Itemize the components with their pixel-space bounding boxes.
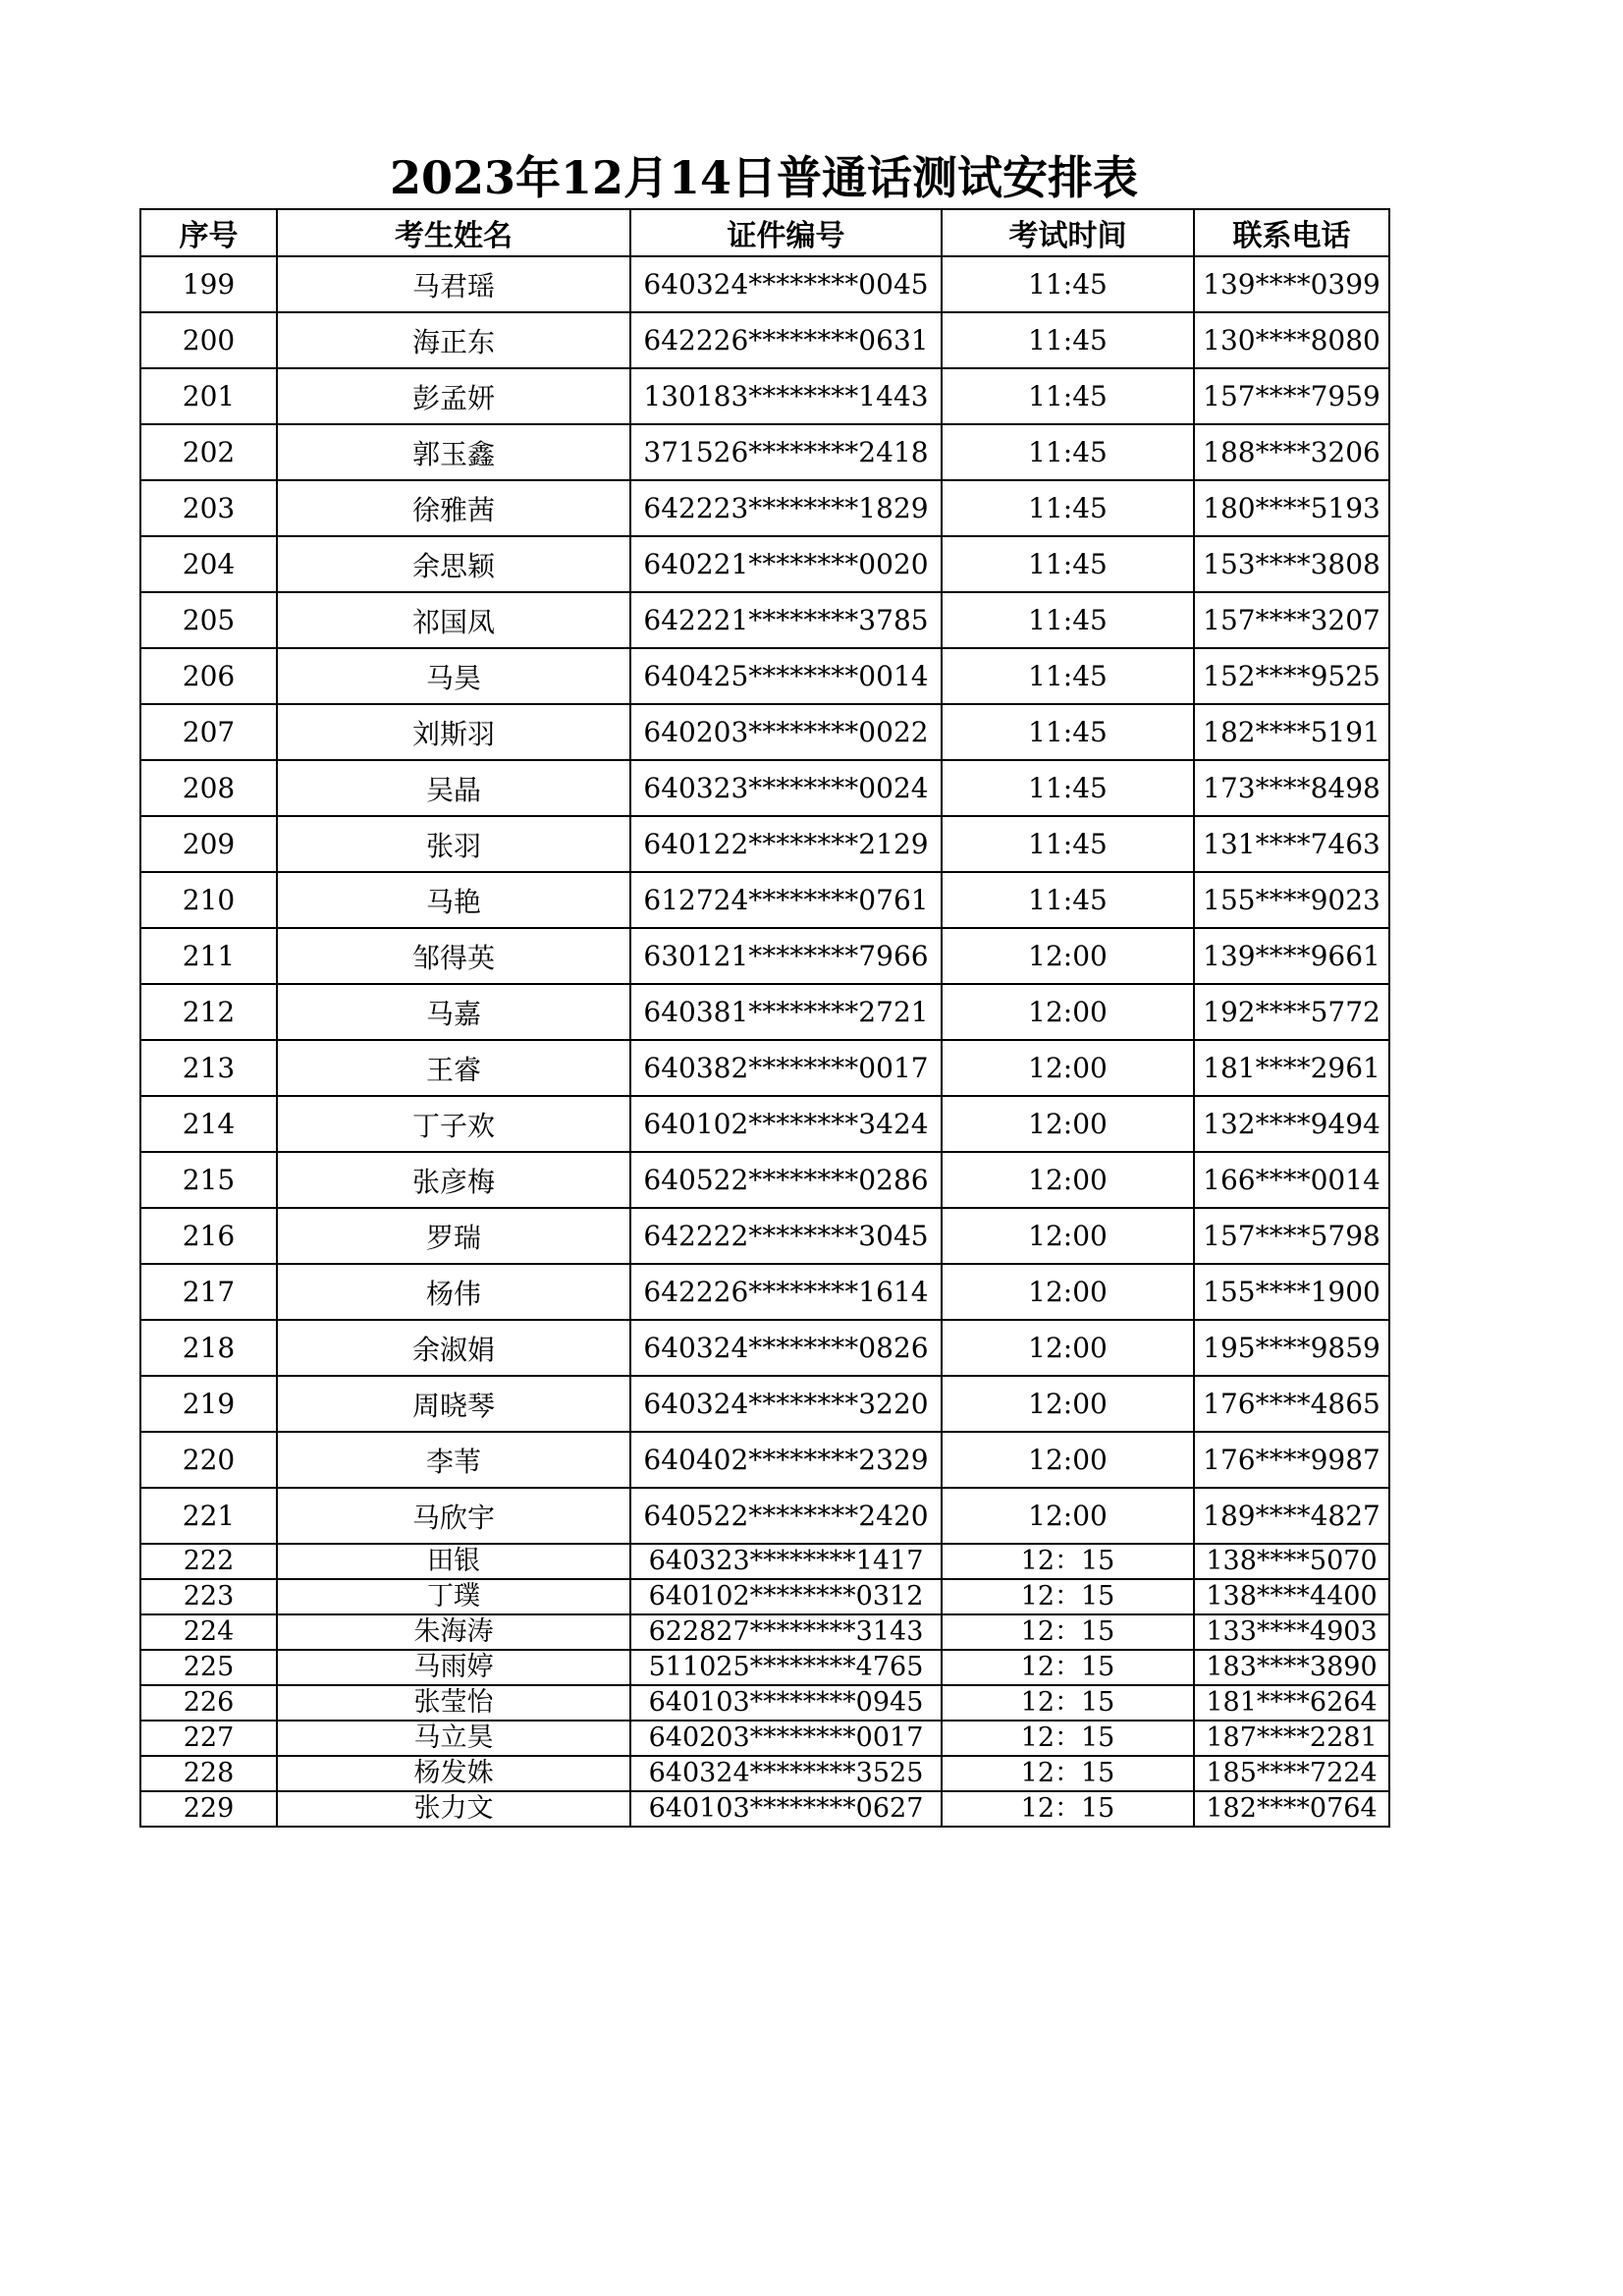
cell-exam-time: 11:45 xyxy=(942,424,1194,480)
cell-serial-number: 200 xyxy=(140,312,277,368)
table-row xyxy=(140,536,1389,592)
table-row xyxy=(140,1721,1389,1756)
cell-exam-time: 12:00 xyxy=(942,1208,1194,1264)
cell-phone: 182****5191 xyxy=(1194,704,1389,760)
cell-id-number: 640323********0024 xyxy=(630,760,942,816)
cell-candidate-name: 周晓琴 xyxy=(277,1376,630,1432)
cell-id-number: 640102********3424 xyxy=(630,1096,942,1152)
cell-exam-time: 12：15 xyxy=(942,1791,1194,1827)
cell-id-number: 642221********3785 xyxy=(630,592,942,648)
cell-serial-number: 225 xyxy=(140,1650,277,1685)
cell-serial-number: 223 xyxy=(140,1579,277,1614)
cell-candidate-name: 余思颖 xyxy=(277,536,630,592)
cell-serial-number: 224 xyxy=(140,1614,277,1650)
cell-phone: 176****9987 xyxy=(1194,1432,1389,1488)
cell-candidate-name: 吴晶 xyxy=(277,760,630,816)
cell-exam-time: 11:45 xyxy=(942,480,1194,536)
cell-phone: 181****6264 xyxy=(1194,1685,1389,1721)
cell-phone: 133****4903 xyxy=(1194,1614,1389,1650)
cell-candidate-name: 田银 xyxy=(277,1544,630,1579)
cell-phone: 188****3206 xyxy=(1194,424,1389,480)
cell-id-number: 640382********0017 xyxy=(630,1040,942,1096)
cell-id-number: 371526********2418 xyxy=(630,424,942,480)
table-row xyxy=(140,1432,1389,1488)
header-exam-time: 考试时间 xyxy=(942,209,1194,256)
cell-id-number: 640122********2129 xyxy=(630,816,942,872)
table-row xyxy=(140,1096,1389,1152)
cell-exam-time: 12:00 xyxy=(942,1432,1194,1488)
cell-serial-number: 228 xyxy=(140,1756,277,1791)
cell-serial-number: 226 xyxy=(140,1685,277,1721)
table-row xyxy=(140,648,1389,704)
cell-phone: 139****0399 xyxy=(1194,256,1389,312)
cell-phone: 189****4827 xyxy=(1194,1488,1389,1544)
cell-exam-time: 12:00 xyxy=(942,1096,1194,1152)
cell-exam-time: 11:45 xyxy=(942,704,1194,760)
table-row xyxy=(140,312,1389,368)
cell-serial-number: 217 xyxy=(140,1264,277,1320)
cell-serial-number: 216 xyxy=(140,1208,277,1264)
cell-candidate-name: 马欣宇 xyxy=(277,1488,630,1544)
table-row xyxy=(140,704,1389,760)
cell-phone: 139****9661 xyxy=(1194,928,1389,984)
table-row xyxy=(140,368,1389,424)
cell-id-number: 642226********0631 xyxy=(630,312,942,368)
cell-id-number: 511025********4765 xyxy=(630,1650,942,1685)
table-body xyxy=(140,256,1389,1827)
table-header-row xyxy=(140,209,1389,256)
cell-id-number: 640323********1417 xyxy=(630,1544,942,1579)
cell-serial-number: 219 xyxy=(140,1376,277,1432)
cell-serial-number: 220 xyxy=(140,1432,277,1488)
cell-phone: 183****3890 xyxy=(1194,1650,1389,1685)
table-row xyxy=(140,1264,1389,1320)
table-row xyxy=(140,816,1389,872)
table-row xyxy=(140,1650,1389,1685)
cell-phone: 166****0014 xyxy=(1194,1152,1389,1208)
cell-candidate-name: 余淑娟 xyxy=(277,1320,630,1376)
cell-exam-time: 12:00 xyxy=(942,928,1194,984)
table-row xyxy=(140,1685,1389,1721)
cell-id-number: 640522********2420 xyxy=(630,1488,942,1544)
cell-candidate-name: 张羽 xyxy=(277,816,630,872)
table-row xyxy=(140,928,1389,984)
cell-serial-number: 229 xyxy=(140,1791,277,1827)
cell-exam-time: 12:00 xyxy=(942,1152,1194,1208)
cell-exam-time: 12：15 xyxy=(942,1579,1194,1614)
cell-phone: 185****7224 xyxy=(1194,1756,1389,1791)
cell-candidate-name: 朱海涛 xyxy=(277,1614,630,1650)
table-row xyxy=(140,1040,1389,1096)
table-row xyxy=(140,1614,1389,1650)
cell-candidate-name: 郭玉鑫 xyxy=(277,424,630,480)
cell-phone: 157****7959 xyxy=(1194,368,1389,424)
cell-phone: 173****8498 xyxy=(1194,760,1389,816)
cell-phone: 138****5070 xyxy=(1194,1544,1389,1579)
cell-id-number: 642222********3045 xyxy=(630,1208,942,1264)
cell-exam-time: 11:45 xyxy=(942,760,1194,816)
cell-candidate-name: 马艳 xyxy=(277,872,630,928)
cell-serial-number: 199 xyxy=(140,256,277,312)
cell-phone: 155****9023 xyxy=(1194,872,1389,928)
cell-candidate-name: 海正东 xyxy=(277,312,630,368)
cell-candidate-name: 刘斯羽 xyxy=(277,704,630,760)
cell-exam-time: 12:00 xyxy=(942,1040,1194,1096)
cell-serial-number: 203 xyxy=(140,480,277,536)
header-phone: 联系电话 xyxy=(1194,209,1389,256)
cell-phone: 155****1900 xyxy=(1194,1264,1389,1320)
cell-exam-time: 11:45 xyxy=(942,816,1194,872)
cell-phone: 195****9859 xyxy=(1194,1320,1389,1376)
cell-phone: 182****0764 xyxy=(1194,1791,1389,1827)
table-row xyxy=(140,1320,1389,1376)
cell-id-number: 640522********0286 xyxy=(630,1152,942,1208)
cell-id-number: 630121********7966 xyxy=(630,928,942,984)
cell-exam-time: 12:00 xyxy=(942,1488,1194,1544)
cell-phone: 131****7463 xyxy=(1194,816,1389,872)
header-id-number: 证件编号 xyxy=(630,209,942,256)
cell-id-number: 642226********1614 xyxy=(630,1264,942,1320)
table-row xyxy=(140,1208,1389,1264)
cell-phone: 152****9525 xyxy=(1194,648,1389,704)
table-row xyxy=(140,1488,1389,1544)
cell-candidate-name: 杨发姝 xyxy=(277,1756,630,1791)
cell-id-number: 640103********0945 xyxy=(630,1685,942,1721)
header-serial-number: 序号 xyxy=(140,209,277,256)
cell-id-number: 640324********0826 xyxy=(630,1320,942,1376)
table-row xyxy=(140,592,1389,648)
cell-candidate-name: 马君瑶 xyxy=(277,256,630,312)
cell-candidate-name: 马昊 xyxy=(277,648,630,704)
page-title: 2023年12月14日普通话测试安排表 xyxy=(389,151,1139,204)
cell-serial-number: 215 xyxy=(140,1152,277,1208)
cell-candidate-name: 杨伟 xyxy=(277,1264,630,1320)
cell-serial-number: 221 xyxy=(140,1488,277,1544)
cell-exam-time: 11:45 xyxy=(942,592,1194,648)
cell-exam-time: 12:00 xyxy=(942,984,1194,1040)
cell-phone: 176****4865 xyxy=(1194,1376,1389,1432)
cell-candidate-name: 丁璞 xyxy=(277,1579,630,1614)
cell-exam-time: 12:00 xyxy=(942,1376,1194,1432)
table-row xyxy=(140,1544,1389,1579)
cell-id-number: 640402********2329 xyxy=(630,1432,942,1488)
cell-serial-number: 210 xyxy=(140,872,277,928)
cell-exam-time: 12：15 xyxy=(942,1544,1194,1579)
cell-serial-number: 202 xyxy=(140,424,277,480)
cell-candidate-name: 邹得英 xyxy=(277,928,630,984)
cell-id-number: 640221********0020 xyxy=(630,536,942,592)
cell-serial-number: 209 xyxy=(140,816,277,872)
table-row xyxy=(140,1152,1389,1208)
cell-serial-number: 213 xyxy=(140,1040,277,1096)
cell-exam-time: 12：15 xyxy=(942,1756,1194,1791)
cell-phone: 138****4400 xyxy=(1194,1579,1389,1614)
cell-exam-time: 11:45 xyxy=(942,536,1194,592)
cell-phone: 192****5772 xyxy=(1194,984,1389,1040)
cell-candidate-name: 张力文 xyxy=(277,1791,630,1827)
cell-phone: 187****2281 xyxy=(1194,1721,1389,1756)
cell-candidate-name: 张莹怡 xyxy=(277,1685,630,1721)
cell-exam-time: 11:45 xyxy=(942,256,1194,312)
cell-id-number: 640103********0627 xyxy=(630,1791,942,1827)
table-row xyxy=(140,1579,1389,1614)
cell-exam-time: 12：15 xyxy=(942,1685,1194,1721)
cell-phone: 180****5193 xyxy=(1194,480,1389,536)
cell-candidate-name: 张彦梅 xyxy=(277,1152,630,1208)
cell-serial-number: 212 xyxy=(140,984,277,1040)
cell-exam-time: 12：15 xyxy=(942,1721,1194,1756)
cell-serial-number: 201 xyxy=(140,368,277,424)
cell-phone: 181****2961 xyxy=(1194,1040,1389,1096)
cell-serial-number: 214 xyxy=(140,1096,277,1152)
cell-id-number: 130183********1443 xyxy=(630,368,942,424)
cell-serial-number: 205 xyxy=(140,592,277,648)
cell-candidate-name: 徐雅茜 xyxy=(277,480,630,536)
cell-phone: 157****3207 xyxy=(1194,592,1389,648)
cell-exam-time: 11:45 xyxy=(942,648,1194,704)
cell-serial-number: 208 xyxy=(140,760,277,816)
cell-candidate-name: 祁国凤 xyxy=(277,592,630,648)
cell-exam-time: 12:00 xyxy=(942,1264,1194,1320)
cell-candidate-name: 马雨婷 xyxy=(277,1650,630,1685)
cell-id-number: 640203********0017 xyxy=(630,1721,942,1756)
cell-serial-number: 206 xyxy=(140,648,277,704)
table-row xyxy=(140,872,1389,928)
cell-exam-time: 11:45 xyxy=(942,368,1194,424)
cell-serial-number: 227 xyxy=(140,1721,277,1756)
cell-id-number: 642223********1829 xyxy=(630,480,942,536)
cell-id-number: 640425********0014 xyxy=(630,648,942,704)
cell-exam-time: 12：15 xyxy=(942,1650,1194,1685)
cell-exam-time: 11:45 xyxy=(942,312,1194,368)
cell-phone: 157****5798 xyxy=(1194,1208,1389,1264)
cell-candidate-name: 彭孟妍 xyxy=(277,368,630,424)
cell-id-number: 640102********0312 xyxy=(630,1579,942,1614)
table-row xyxy=(140,1376,1389,1432)
cell-candidate-name: 马嘉 xyxy=(277,984,630,1040)
table-row xyxy=(140,256,1389,312)
cell-id-number: 640324********3525 xyxy=(630,1756,942,1791)
cell-candidate-name: 王睿 xyxy=(277,1040,630,1096)
cell-serial-number: 204 xyxy=(140,536,277,592)
cell-serial-number: 218 xyxy=(140,1320,277,1376)
cell-serial-number: 211 xyxy=(140,928,277,984)
cell-serial-number: 207 xyxy=(140,704,277,760)
cell-candidate-name: 马立昊 xyxy=(277,1721,630,1756)
cell-id-number: 640324********0045 xyxy=(630,256,942,312)
cell-candidate-name: 李苇 xyxy=(277,1432,630,1488)
table-row xyxy=(140,1791,1389,1827)
cell-candidate-name: 丁子欢 xyxy=(277,1096,630,1152)
table-row xyxy=(140,480,1389,536)
header-candidate-name: 考生姓名 xyxy=(277,209,630,256)
cell-exam-time: 12:00 xyxy=(942,1320,1194,1376)
table-row xyxy=(140,760,1389,816)
schedule-table xyxy=(139,208,1390,1828)
cell-exam-time: 12：15 xyxy=(942,1614,1194,1650)
cell-phone: 130****8080 xyxy=(1194,312,1389,368)
cell-serial-number: 222 xyxy=(140,1544,277,1579)
cell-id-number: 640324********3220 xyxy=(630,1376,942,1432)
cell-phone: 132****9494 xyxy=(1194,1096,1389,1152)
cell-id-number: 640381********2721 xyxy=(630,984,942,1040)
table-row xyxy=(140,424,1389,480)
table-row xyxy=(140,984,1389,1040)
table-row xyxy=(140,1756,1389,1791)
cell-exam-time: 11:45 xyxy=(942,872,1194,928)
cell-id-number: 640203********0022 xyxy=(630,704,942,760)
cell-id-number: 612724********0761 xyxy=(630,872,942,928)
cell-candidate-name: 罗瑞 xyxy=(277,1208,630,1264)
cell-id-number: 622827********3143 xyxy=(630,1614,942,1650)
cell-phone: 153****3808 xyxy=(1194,536,1389,592)
